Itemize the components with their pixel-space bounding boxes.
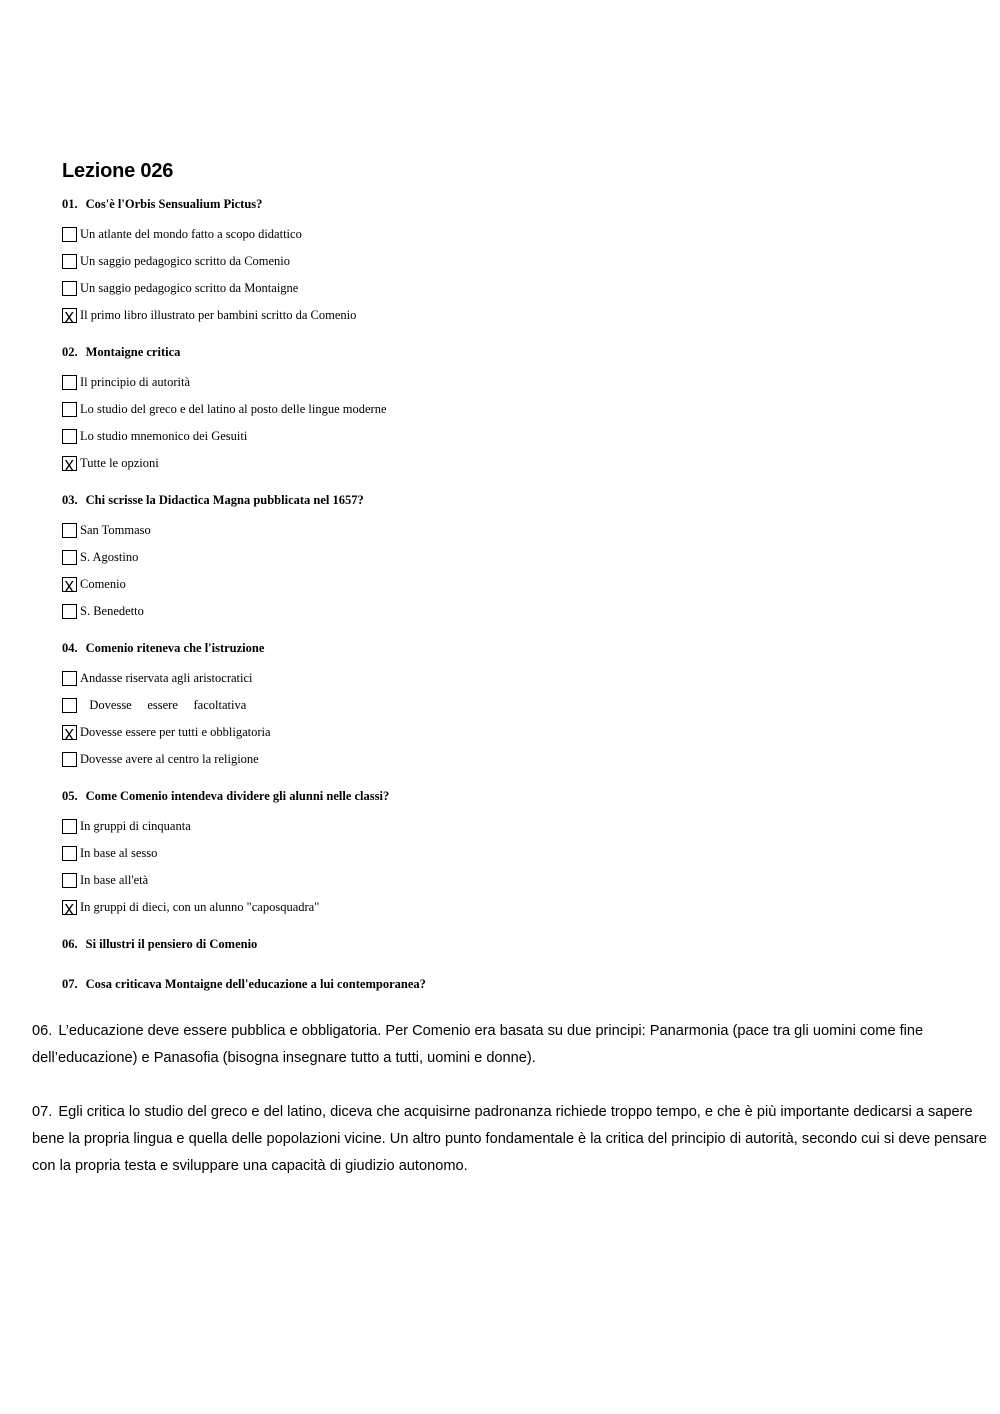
- question-number: 06.: [62, 937, 78, 951]
- option-label: Dovesse essere per tutti e obbligatoria: [80, 725, 271, 739]
- answer-option[interactable]: [62, 894, 662, 921]
- option-label: Dovesse essere facoltativa: [80, 698, 247, 712]
- option-label: Un atlante del mondo fatto a scopo didattico: [80, 227, 302, 241]
- question-number: 03.: [62, 493, 78, 507]
- answer-text: Egli critica lo studio del greco e del latino, diceva che acquisirne padronanza richiede troppo tempo, e che è più importante dedicarsi a sapere bene la propria lingua e quella delle popolazioni vicine. Un altro punto fondamentale è la critica del principio di autorità, secondo cui si deve pensare con la propria testa e sviluppare una capacità di giudizio autonomo.: [32, 1104, 987, 1174]
- page-title: Lezione 026: [62, 160, 174, 182]
- answer-option[interactable]: [62, 692, 662, 719]
- option-label: Il primo libro illustrato per bambini scritto da Comenio: [80, 308, 357, 322]
- question-01: [62, 194, 662, 329]
- answer-text: L’educazione deve essere pubblica e obbligatoria. Per Comenio era basata su due principi: Panarmonia (pace tra gli uomini come fine dell’educazione) e Panasofia (bisogna insegnare tutto a tutti, uomini e donne).: [32, 1023, 924, 1066]
- option-label: Lo studio del greco e del latino al posto delle lingue moderne: [80, 402, 387, 416]
- checkbox[interactable]: [62, 523, 77, 538]
- checkbox[interactable]: [62, 873, 77, 888]
- checkbox[interactable]: [62, 550, 77, 565]
- checkbox-checked[interactable]: [62, 577, 77, 596]
- checkbox[interactable]: [62, 819, 77, 834]
- question-text: Si illustri il pensiero di Comenio: [85, 937, 258, 951]
- answer-option[interactable]: [62, 396, 662, 423]
- option-label: In base all'età: [80, 873, 149, 887]
- answer-option[interactable]: [62, 302, 662, 329]
- checkbox[interactable]: [62, 402, 77, 417]
- answer-option[interactable]: [62, 275, 662, 302]
- checkbox-checked[interactable]: [62, 900, 77, 919]
- question-heading: [62, 974, 662, 995]
- checkbox[interactable]: [62, 698, 77, 713]
- answer-paragraph-07: [32, 1099, 987, 1180]
- question-text: Montaigne critica: [85, 345, 181, 359]
- option-label: Un saggio pedagogico scritto da Comenio: [80, 254, 291, 268]
- checkbox[interactable]: [62, 846, 77, 861]
- option-label: Comenio: [80, 577, 126, 591]
- answer-option[interactable]: [62, 517, 662, 544]
- answer-number: 06.: [32, 1023, 53, 1039]
- checkbox[interactable]: [62, 254, 77, 269]
- answer-paragraph-06: [32, 1018, 987, 1072]
- answer-option[interactable]: [62, 450, 662, 477]
- question-heading: [62, 342, 662, 363]
- answer-option[interactable]: [62, 867, 662, 894]
- checkbox-checked[interactable]: [62, 456, 77, 475]
- answer-option[interactable]: [62, 598, 662, 625]
- option-label: Tutte le opzioni: [80, 456, 159, 470]
- checkbox[interactable]: [62, 752, 77, 767]
- option-label: S. Benedetto: [80, 604, 144, 618]
- option-label: In gruppi di dieci, con un alunno "caposquadra": [80, 900, 320, 914]
- option-label: Il principio di autorità: [80, 375, 191, 389]
- question-text: Cos'è l'Orbis Sensualium Pictus?: [85, 197, 263, 211]
- answer-option[interactable]: [62, 571, 662, 598]
- answer-option[interactable]: [62, 719, 662, 746]
- option-label: Andasse riservata agli aristocratici: [80, 671, 253, 685]
- answer-option[interactable]: [62, 369, 662, 396]
- question-number: 02.: [62, 345, 78, 359]
- option-label: Lo studio mnemonico dei Gesuiti: [80, 429, 248, 443]
- question-06: [62, 934, 662, 955]
- question-03: [62, 490, 662, 625]
- option-label: Un saggio pedagogico scritto da Montaigne: [80, 281, 299, 295]
- option-label: S. Agostino: [80, 550, 139, 564]
- option-label: In gruppi di cinquanta: [80, 819, 191, 833]
- question-text: Chi scrisse la Didactica Magna pubblicata nel 1657?: [85, 493, 364, 507]
- answer-option[interactable]: [62, 544, 662, 571]
- answer-option[interactable]: [62, 840, 662, 867]
- x-mark-icon: X: [64, 457, 75, 475]
- option-label: San Tommaso: [80, 523, 151, 537]
- quiz: [62, 194, 662, 1014]
- answer-number: 07.: [32, 1104, 53, 1120]
- written-answers: [32, 1018, 987, 1207]
- answer-option[interactable]: [62, 221, 662, 248]
- question-heading: [62, 934, 662, 955]
- option-label: In base al sesso: [80, 846, 158, 860]
- answer-option[interactable]: [62, 423, 662, 450]
- question-text: Come Comenio intendeva dividere gli alunni nelle classi?: [85, 789, 390, 803]
- checkbox[interactable]: [62, 375, 77, 390]
- answer-option[interactable]: [62, 665, 662, 692]
- checkbox[interactable]: [62, 604, 77, 619]
- question-04: [62, 638, 662, 773]
- checkbox[interactable]: [62, 429, 77, 444]
- question-heading: [62, 194, 662, 215]
- question-heading: [62, 490, 662, 511]
- checkbox[interactable]: [62, 671, 77, 686]
- checkbox[interactable]: [62, 281, 77, 296]
- question-text: Cosa criticava Montaigne dell'educazione a lui contemporanea?: [85, 977, 426, 991]
- question-05: [62, 786, 662, 921]
- question-heading: [62, 786, 662, 807]
- answer-option[interactable]: [62, 813, 662, 840]
- question-number: 01.: [62, 197, 78, 211]
- question-heading: [62, 638, 662, 659]
- x-mark-icon: X: [64, 309, 75, 327]
- checkbox-checked[interactable]: [62, 725, 77, 744]
- answer-option[interactable]: [62, 248, 662, 275]
- question-number: 07.: [62, 977, 78, 991]
- question-02: [62, 342, 662, 477]
- question-number: 05.: [62, 789, 78, 803]
- checkbox-checked[interactable]: [62, 308, 77, 327]
- checkbox[interactable]: [62, 227, 77, 242]
- question-text: Comenio riteneva che l'istruzione: [85, 641, 265, 655]
- option-label: Dovesse avere al centro la religione: [80, 752, 259, 766]
- x-mark-icon: X: [64, 578, 75, 596]
- x-mark-icon: X: [64, 726, 75, 744]
- x-mark-icon: X: [64, 901, 75, 919]
- answer-option[interactable]: [62, 746, 662, 773]
- question-07: [62, 974, 662, 995]
- question-number: 04.: [62, 641, 78, 655]
